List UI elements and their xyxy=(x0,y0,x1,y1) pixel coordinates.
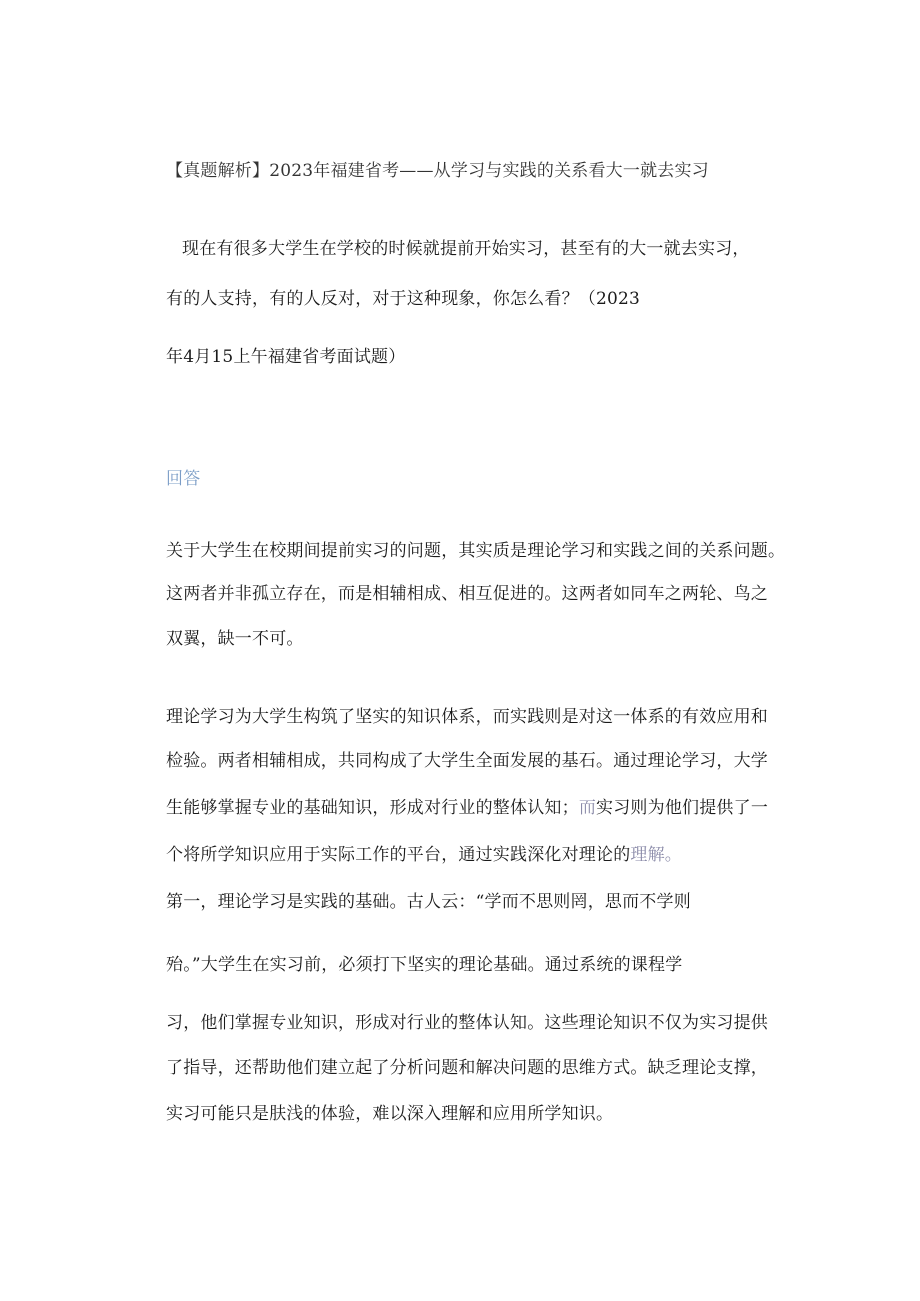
text-segment-soft: 而 xyxy=(578,798,597,818)
question-line: 现在有很多大学生在学校的时候就提前开始实习，甚至有的大一就去实习， xyxy=(182,239,750,259)
paragraph-line: 实习可能只是肤浅的体验，难以深入理解和应用所学知识。 xyxy=(166,1104,614,1124)
paragraph-line: 习，他们掌握专业知识，形成对行业的整体认知。这些理论知识不仅为实习提供 xyxy=(166,1013,768,1033)
question-line: 年4月15上午福建省考面试题） xyxy=(166,347,406,367)
text-segment: 个将所学知识应用于实际工作的平台，通过实践深化对理论的 xyxy=(166,845,631,865)
paragraph-line: 检验。两者相辅相成，共同构成了大学生全面发展的基石。通过理论学习，大学 xyxy=(166,751,768,771)
text-segment: 实习则为他们提供了一 xyxy=(596,798,769,818)
paragraph-line: 殆。”大学生在实习前，必须打下坚实的理论基础。通过系统的课程学 xyxy=(166,955,683,975)
paragraph-line: 第一，理论学习是实践的基础。古人云：“学而不思则罔，思而不学则 xyxy=(166,892,691,912)
paragraph-line: 理论学习为大学生构筑了坚实的知识体系，而实践则是对这一体系的有效应用和 xyxy=(166,707,768,727)
text-segment: 生能够掌握专业的基础知识，形成对行业的整体认知； xyxy=(166,798,579,818)
paragraph-line: 了指导，还帮助他们建立起了分析问题和解决问题的思维方式。缺乏理论支撑， xyxy=(166,1058,768,1078)
paragraph-line: 关于大学生在校期间提前实习的问题，其实质是理论学习和实践之间的关系问题。 xyxy=(166,541,786,561)
answer-heading: 回答 xyxy=(166,469,201,489)
paragraph-line: 这两者并非孤立存在，而是相辅相成、相互促进的。这两者如同车之两轮、鸟之 xyxy=(166,584,768,604)
question-line: 有的人支持，有的人反对，对于这种现象，你怎么看？（2023 xyxy=(166,289,641,309)
text-segment-soft: 理解。 xyxy=(630,845,683,865)
paragraph-line xyxy=(166,797,768,819)
document-title: 【真题解析】2023年福建省考——从学习与实践的关系看大一就去实习 xyxy=(166,161,709,181)
paragraph-line: 双翼，缺一不可。 xyxy=(166,629,304,649)
paragraph-line xyxy=(166,844,682,866)
